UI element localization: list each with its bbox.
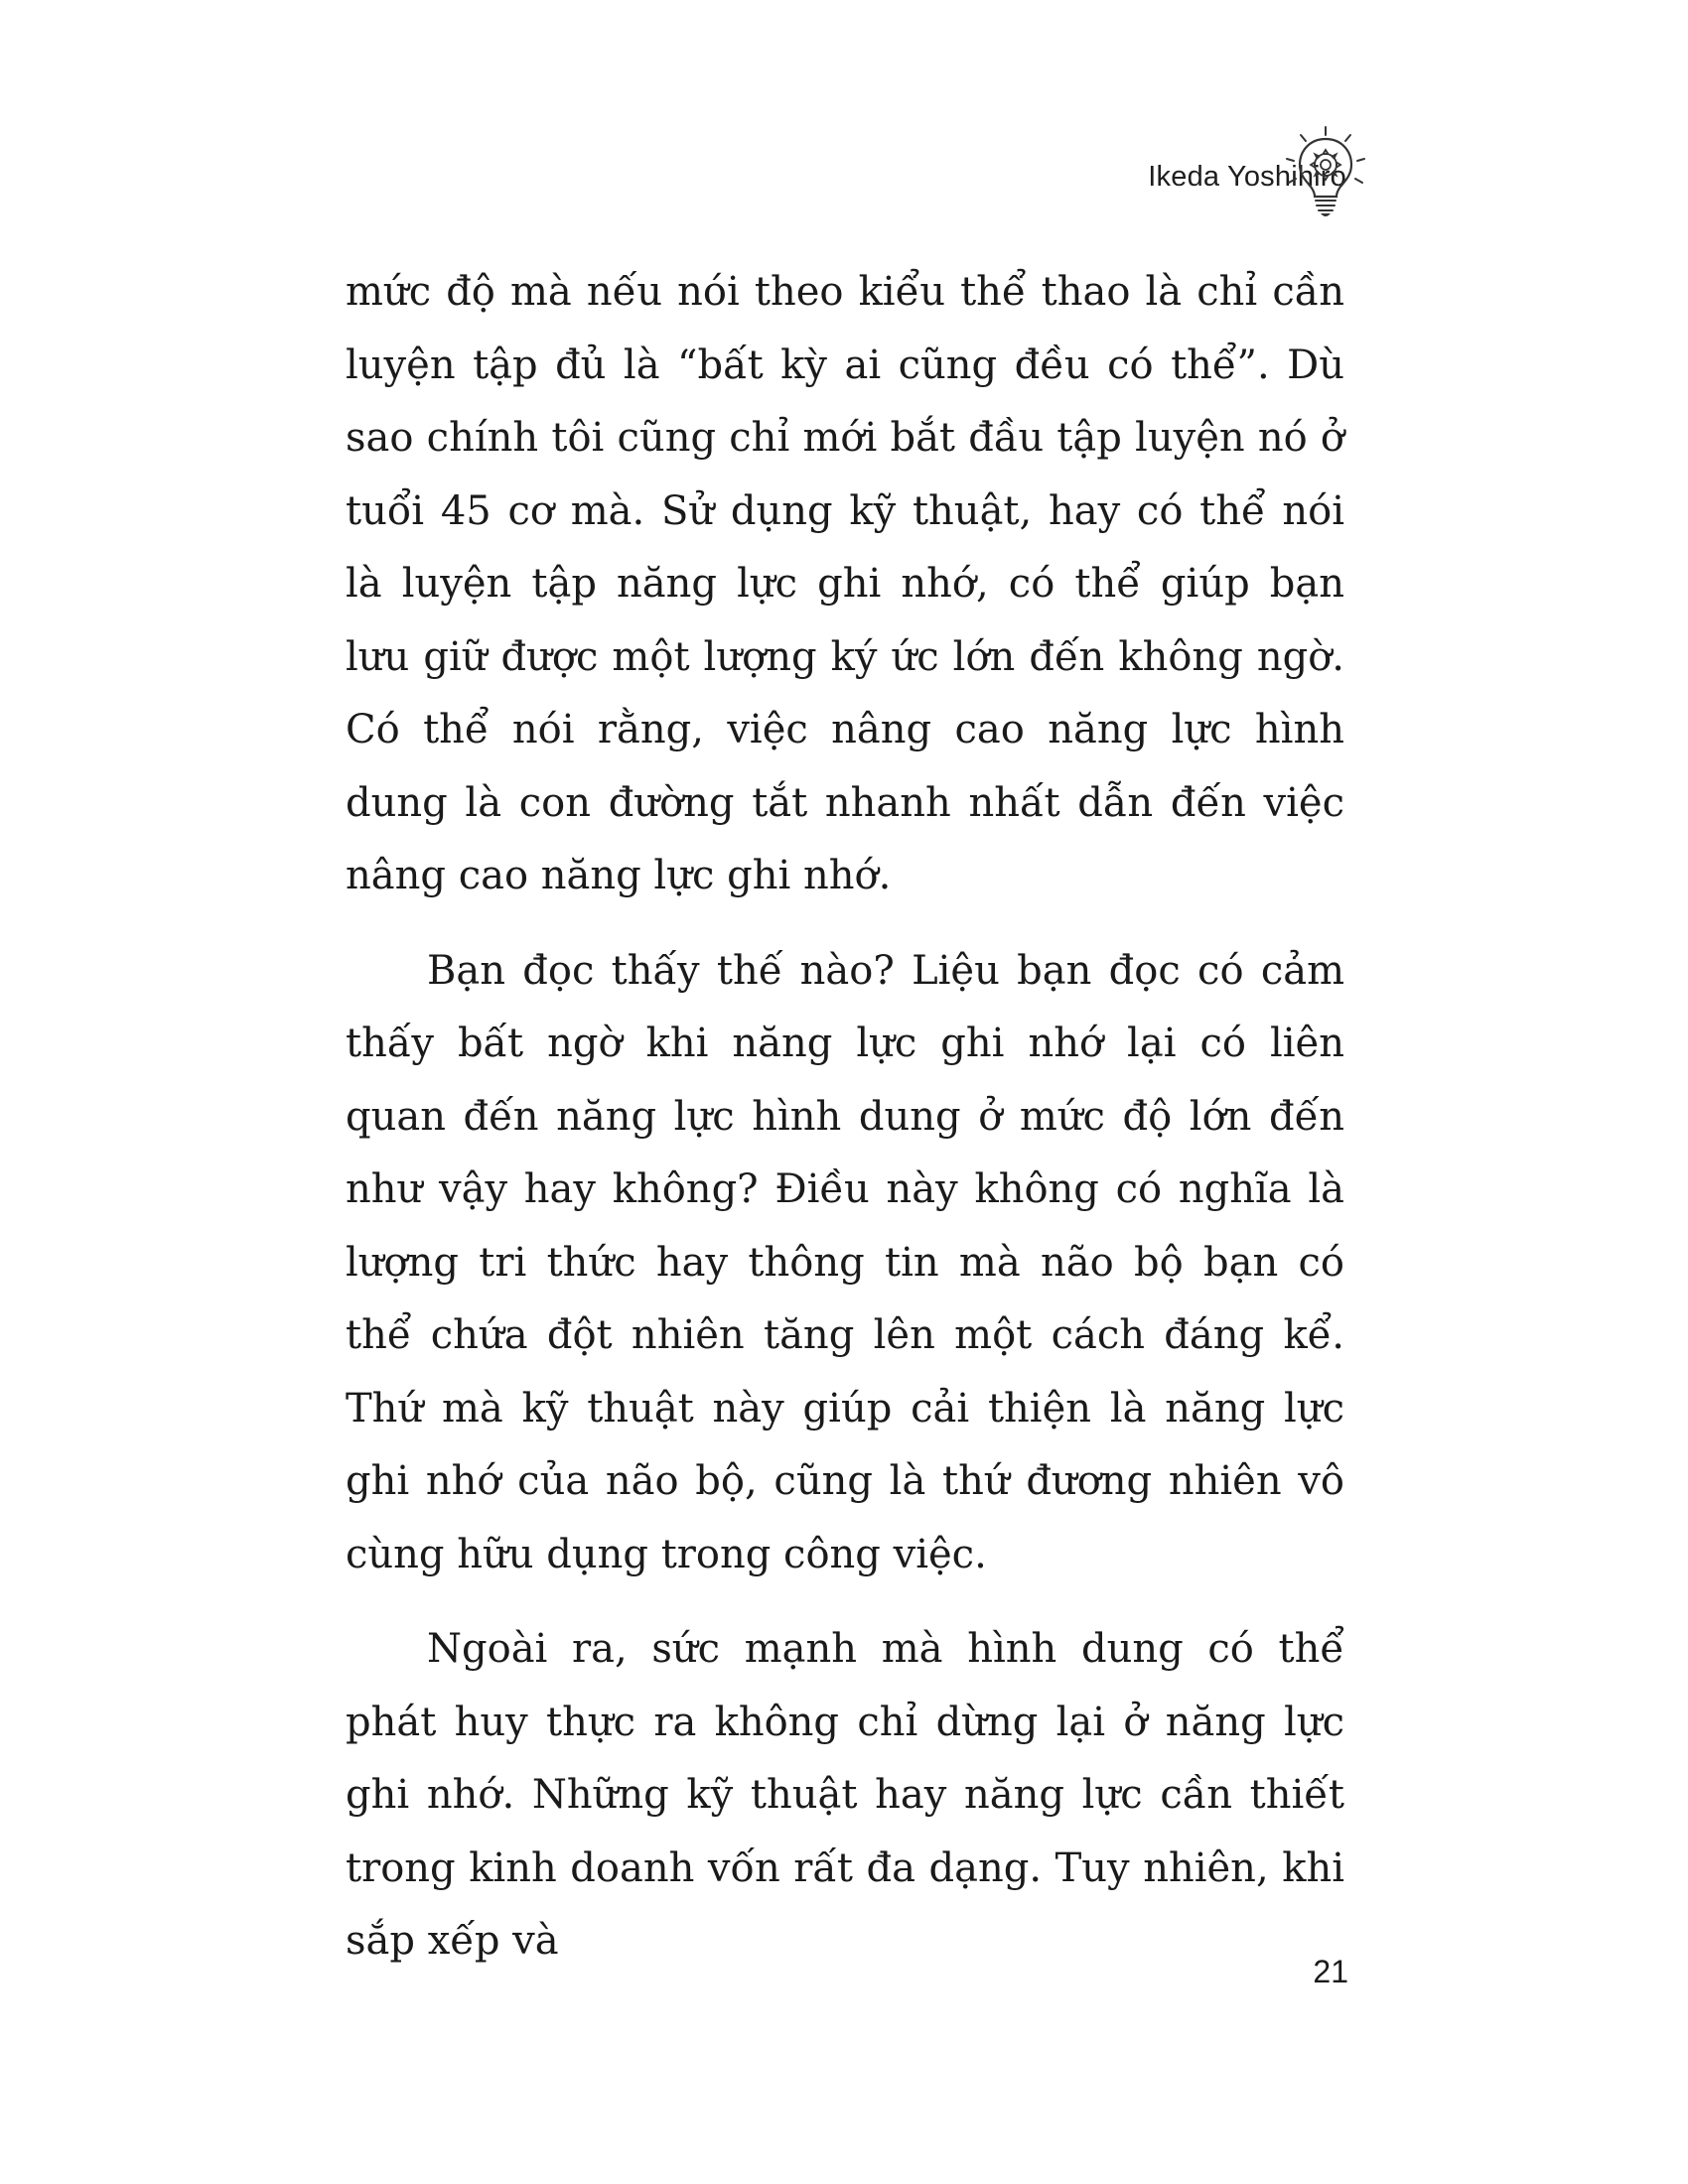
lightbulb-gear-icon [1281,123,1370,222]
paragraph: Ngoài ra, sức mạnh mà hình dung có thể phát huy thực ra không chỉ dừng lại ở năng lực ghi nhớ. Những kỹ thuật hay năng lực cần thiết trong kinh doanh vốn rất đa dạng. Tuy nhiên, khi sắp xếp và [346,1626,1344,1964]
page-number: 21 [1313,1954,1348,1989]
body-text [346,256,1344,1979]
paragraph: Bạn đọc thấy thế nào? Liệu bạn đọc có cảm thấy bất ngờ khi năng lực ghi nhớ lại có liên quan đến năng lực hình dung ở mức độ lớn đến như vậy hay không? Điều này không có nghĩa là lượng tri thức hay thông tin mà não bộ bạn có thể chứa đột nhiên tăng lên một cách đáng kể. Thứ mà kỹ thuật này giúp cải thiện là năng lực ghi nhớ của não bộ, cũng là thứ đương nhiên vô cùng hữu dụng trong công việc. [346,947,1344,1577]
paragraph: mức độ mà nếu nói theo kiểu thể thao là chỉ cần luyện tập đủ là “bất kỳ ai cũng đều có thể”. Dù sao chính tôi cũng chỉ mới bắt đầu tập luyện nó ở tuổi 45 cơ mà. Sử dụng kỹ thuật, hay có thể nói là luyện tập năng lực ghi nhớ, có thể giúp bạn lưu giữ được một lượng ký ức lớn đến không ngờ. Có thể nói rằng, việc nâng cao năng lực hình dung là con đường tắt nhanh nhất dẫn đến việc nâng cao năng lực ghi nhớ. [346,269,1344,898]
running-head-author: Ikeda Yoshihiro [1148,160,1346,193]
